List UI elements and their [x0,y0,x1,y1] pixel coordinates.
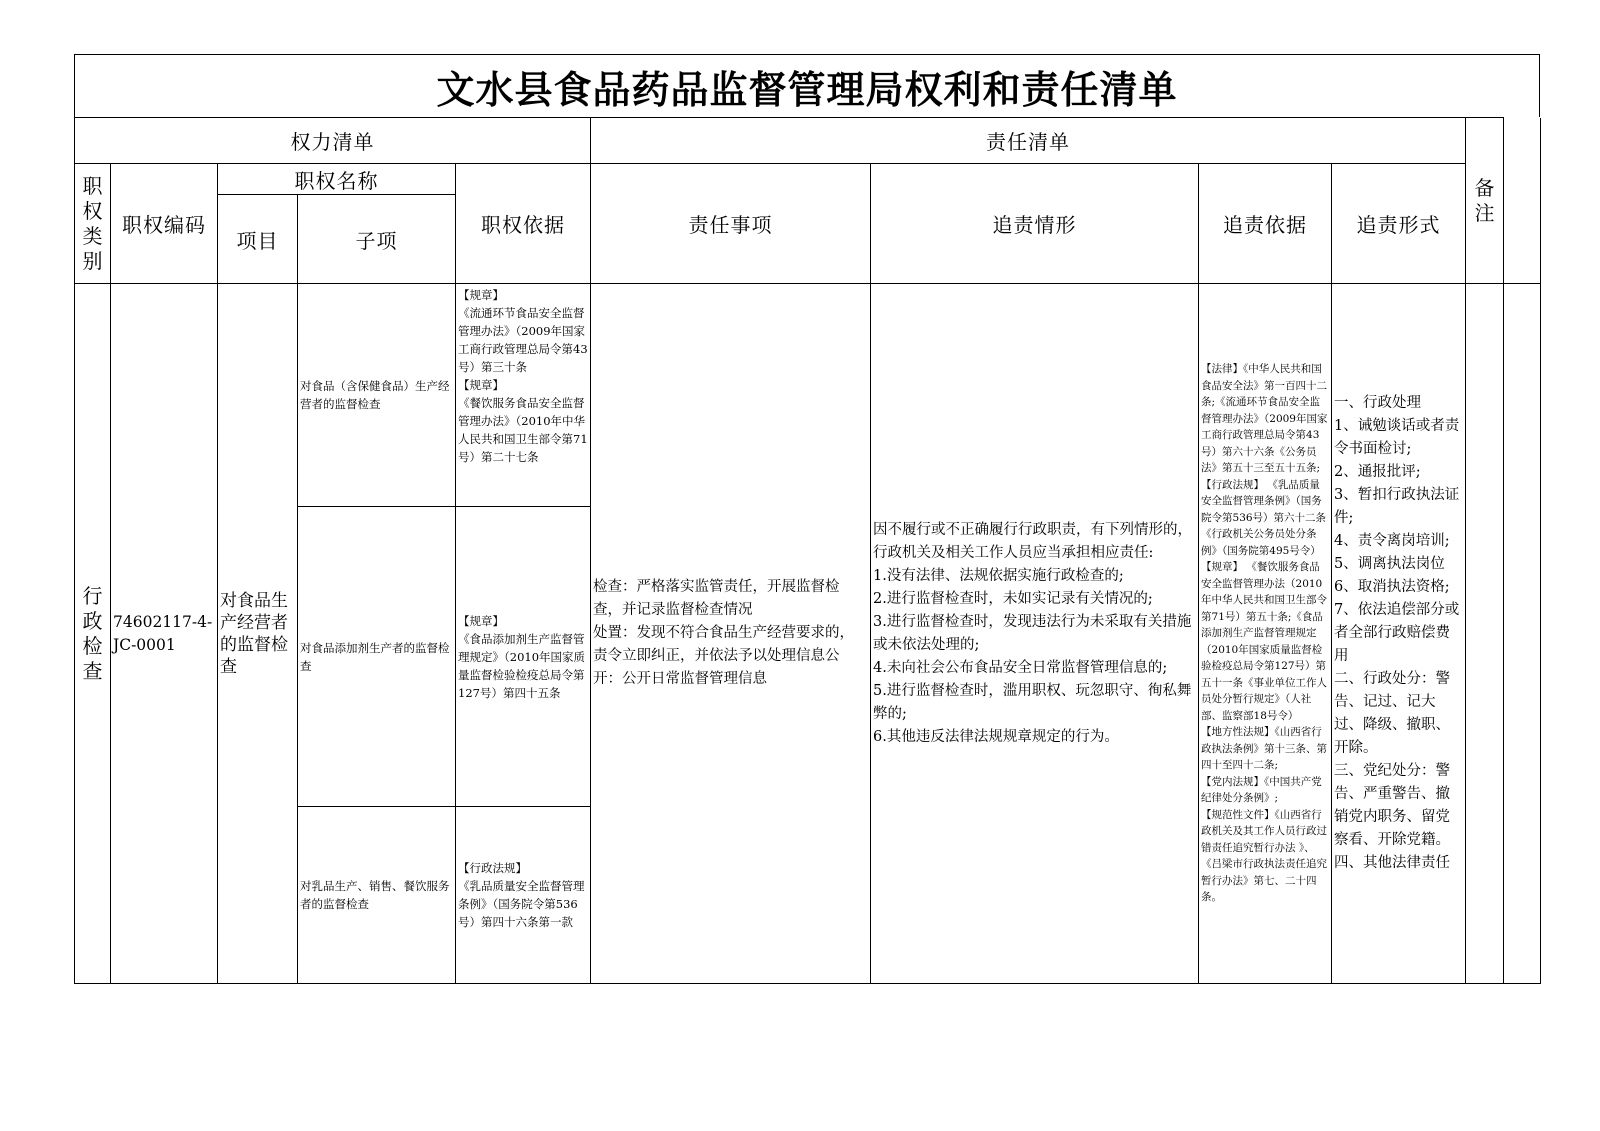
power-responsibility-table [74,117,1541,984]
subitem-basis: 【规章】 《流通环节食品安全监督管理办法》（2009年国家工商行政管理总局令第43号）第三十条 【规章】 《餐饮服务食品安全监督管理办法》（2010年中华人民共和国卫生部令第71号）第二十七条 [456,284,591,507]
document-sheet [74,54,1540,984]
header-matters: 责任事项 [591,164,871,284]
subitem-basis: 【行政法规】 《乳品质量安全监督管理条例》（国务院令第536号）第四十六条第一款 [456,807,591,984]
subitem-name: 对乳品生产、销售、餐饮服务者的监督检查 [298,807,456,984]
row-code: 74602117-4-JC-0001 [111,284,218,984]
header-item: 项目 [218,195,298,284]
row-situations: 因不履行或不正确履行行政职责，有下列情形的，行政机关及相关工作人员应当承担相应责任: 1.没有法律、法规依据实施行政检查的; 2.进行监督检查时，未如实记录有关情况的; 3.进行监督检查时，发现违法行为未采取有关措施或未依法处理的; 4.未向社会公布食品安全日常监督管理信息的; 5.进行监督检查时，滥用职权、玩忽职守、徇私舞弊的; 6.其他违反法律法规规章规定的行为。 [871,284,1199,984]
header-situations: 追责情形 [871,164,1199,284]
header-remark: 备注 [1466,118,1504,284]
header-category: 职权类别 [75,164,111,284]
header-name: 职权名称 [218,164,456,195]
row-category: 行政检查 [75,284,111,984]
row-acc-basis: 【法律】《中华人民共和国食品安全法》第一百四十二条;《流通环节食品安全监督管理办法》（2009年国家工商行政管理总局令第43号）第六十六条《公务员法》第五十三至五十五条; 【行政法规】 《乳品质量安全监督管理条例》（国务院令第536号）第六十二条《行政机关公务员处分条例》（国务院第495号令） 【规章】 《餐饮服务食品安全监督管理办法（2010年中华人民共和国卫生部令第71号）第五十条;《食品添加剂生产监督管理规定（2010年国家质量监督检验检疫总局令第127号）第五十一条《事业单位工作人员处分暂行规定》（人社部、监察部18号令） 【地方性法规】《山西省行政执法条例》第十三条、第四十至四十二条; 【党内法规】《中国共产党纪律处分条例》; 【规范性文件】《山西省行政机关及其工作人员行政过错责任追究暂行办法 》、《吕梁市行政执法责任追究暂行办法》第七、二十四条。 [1199,284,1332,984]
header-subitem: 子项 [298,195,456,284]
header-acc-form: 追责形式 [1332,164,1466,284]
row-remark [1466,284,1504,984]
page-title: 文水县食品药品监督管理局权利和责任清单 [74,54,1540,117]
subitem-name: 对食品（含保健食品）生产经营者的监督检查 [298,284,456,507]
subitem-basis: 【规章】 《食品添加剂生产监督管理规定》（2010年国家质量监督检验检疫总局令第127号）第四十五条 [456,507,591,807]
margin-blank-cell [1504,118,1541,284]
header-code: 职权编码 [111,164,218,284]
header-power-list: 权力清单 [75,118,591,164]
row-matters: 检查：严格落实监管责任，开展监督检查，并记录监督检查情况 处置：发现不符合食品生产经营要求的，责令立即纠正，并依法予以处理信息公开：公开日常监督管理信息 [591,284,871,984]
header-resp-list: 责任清单 [591,118,1466,164]
header-basis: 职权依据 [456,164,591,284]
header-acc-basis: 追责依据 [1199,164,1332,284]
margin-blank-cell [1504,284,1541,984]
subitem-name: 对食品添加剂生产者的监督检查 [298,507,456,807]
row-item: 对食品生产经营者的监督检查 [218,284,298,984]
row-acc-form: 一、行政处理 1、诫勉谈话或者责令书面检讨; 2、通报批评; 3、暂扣行政执法证件; 4、责令离岗培训; 5、调离执法岗位 6、取消执法资格; 7、依法追偿部分或者全部行政赔偿费用 二、行政处分：警告、记过、记大过、降级、撤职、开除。 三、党纪处分：警告、严重警告、撤销党内职务、留党察看、开除党籍。 四、其他法律责任 [1332,284,1466,984]
